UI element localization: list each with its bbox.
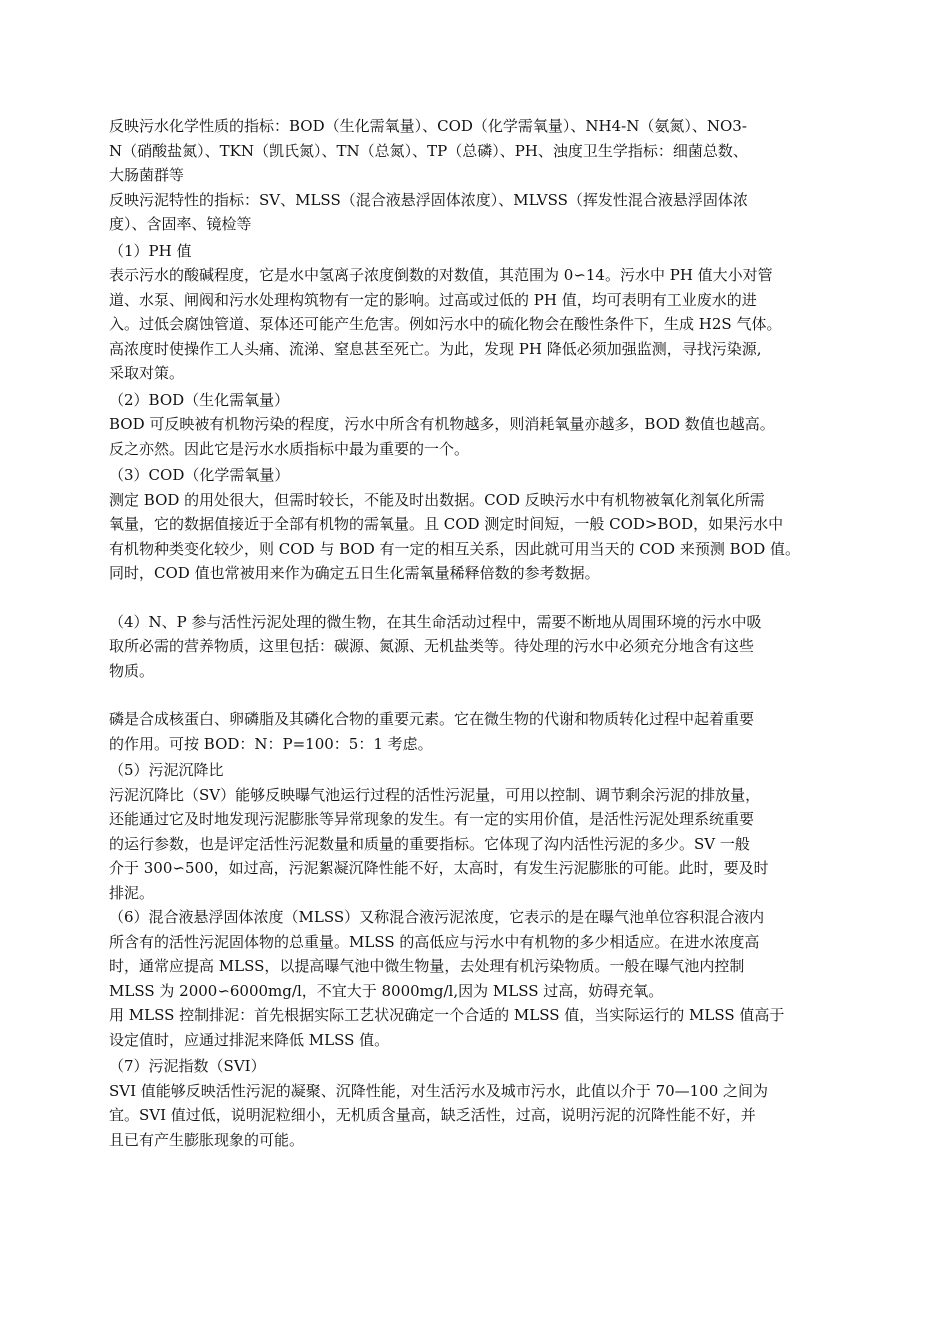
text-line: 时，通常应提高 MLSS，以提高曝气池中微生物量，去处理有机污染物质。一般在曝气池内控制	[109, 957, 745, 975]
np-paragraph	[109, 610, 853, 684]
text-line: 反映污水化学性质的指标：BOD（生化需氧量）、COD（化学需氧量）、NH4-N（氨氮）、NO3-	[109, 117, 747, 135]
text-line: 高浓度时使操作工人头痛、流涕、窒息甚至死亡。为此，发现 PH 降低必须加强监测，寻找污染源,	[109, 339, 762, 358]
text-line: 宜。SVI 值过低，说明泥粒细小，无机质含量高，缺乏活性，过高，说明污泥的沉降性能不好，并	[109, 1106, 756, 1124]
text-line: 测定 BOD 的用处很大，但需时较长，不能及时出数据。COD 反映污水中有机物被氧化剂氧化所需	[109, 490, 765, 509]
text-line: SVI 值能够反映活性污泥的凝聚、沉降性能，对生活污水及城市污水，此值以介于 70—100 之间为	[109, 1081, 769, 1100]
bod-paragraph	[109, 412, 853, 461]
sludge-indicators-paragraph	[109, 188, 853, 237]
document-page	[109, 114, 853, 1152]
section-heading-sv: （5）污泥沉降比	[109, 761, 224, 779]
text-line: 设定值时，应通过排泥来降低 MLSS 值。	[109, 1030, 390, 1049]
text-line: 排泥。	[109, 883, 155, 902]
text-line: （4）N、P 参与活性污泥处理的微生物，在其生命活动过程中，需要不断地从周围环境的污水中吸	[109, 612, 762, 631]
svi-paragraph	[109, 1079, 853, 1153]
section-heading-ph: （1）PH 值	[109, 241, 192, 260]
text-line: 用 MLSS 控制排泥：首先根据实际工艺状况确定一个合适的 MLSS 值，当实际运行的 MLSS 值高于	[109, 1006, 785, 1024]
text-line: 反之亦然。因此它是污水水质指标中最为重要的一个。	[109, 439, 470, 458]
chem-indicators-paragraph	[109, 114, 853, 188]
text-line: 介于 300∽500，如过高，污泥絮凝沉降性能不好，太高时，有发生污泥膨胀的可能。此时，要及时	[109, 859, 769, 877]
text-line: 取所必需的营养物质，这里包括：碳源、氮源、无机盐类等。待处理的污水中必须充分地含有这些	[109, 637, 755, 655]
text-line: 的运行参数，也是评定活性污泥数量和质量的重要指标。它体现了沟内活性污泥的多少。SV 一般	[109, 834, 750, 853]
text-line: BOD 可反映被有机物污染的程度，污水中所含有机物越多，则消耗氧量亦越多，BOD 数值也越高。	[109, 415, 775, 433]
text-line: N（硝酸盐氮）、TKN（凯氏氮）、TN（总氮）、TP（总磷）、PH、浊度卫生学指标：细菌总数、	[109, 141, 748, 160]
text-line: （6）混合液悬浮固体浓度（MLSS）又称混合液污泥浓度，它表示的是在曝气池单位容积混合液内	[109, 908, 765, 926]
text-line: 度）、含固率、镜检等	[109, 215, 252, 233]
text-line: 入。过低会腐蚀管道、泵体还可能产生危害。例如污水中的硫化物会在酸性条件下，生成 H2S 气体。	[109, 315, 782, 333]
text-line: 物质。	[109, 661, 155, 680]
cod-paragraph	[109, 488, 853, 586]
ph-paragraph	[109, 263, 853, 386]
text-line: 且已有产生膨胀现象的可能。	[109, 1130, 305, 1149]
text-line: 表示污水的酸碱程度，它是水中氢离子浓度倒数的对数值，其范围为 0∽14。污水中 PH 值大小对管	[109, 266, 773, 284]
blank-line	[109, 586, 853, 610]
text-line: 污泥沉降比（SV）能够反映曝气池运行过程的活性污泥量，可用以控制、调节剩余污泥的排放量，	[109, 785, 761, 804]
text-line: 磷是合成核蛋白、卵磷脂及其磷化合物的重要元素。它在微生物的代谢和物质转化过程中起着重要	[109, 710, 755, 728]
section-heading-cod: （3）COD（化学需氧量）	[109, 466, 290, 484]
text-line: 的作用。可按 BOD：N：P=100：5：1 考虑。	[109, 734, 433, 753]
text-line: MLSS 为 2000∽6000mg/l，不宜大于 8000mg/l,因为 MLSS 过高，妨碍充氧。	[109, 981, 664, 1000]
text-line: 采取对策。	[109, 364, 185, 382]
text-line: 大肠菌群等	[109, 166, 185, 184]
text-line: 所含有的活性污泥固体物的总重量。MLSS 的高低应与污水中有机物的多少相适应。在进水浓度高	[109, 932, 760, 951]
blank-line	[109, 683, 853, 707]
text-line: 同时，COD 值也常被用来作为确定五日生化需氧量稀释倍数的参考数据。	[109, 564, 600, 582]
text-line: 氧量，它的数据值接近于全部有机物的需氧量。且 COD 测定时间短，一般 COD>BOD，如果污水中	[109, 515, 784, 533]
sv-paragraph	[109, 783, 853, 906]
text-line: 还能通过它及时地发现污泥膨胀等异常现象的发生。有一定的实用价值，是活性污泥处理系统重要	[109, 810, 755, 828]
text-line: 道、水泵、闸阀和污水处理构筑物有一定的影响。过高或过低的 PH 值，均可表明有工业废水的进	[109, 290, 757, 309]
text-line: 有机物种类变化较少，则 COD 与 BOD 有一定的相互关系，因此就可用当天的 COD 来预测 BOD 值。	[109, 539, 800, 558]
phosphorus-paragraph	[109, 707, 853, 756]
mlss-paragraph	[109, 905, 853, 1052]
section-heading-svi: （7）污泥指数（SVI）	[109, 1057, 266, 1075]
text-line: 反映污泥特性的指标：SV、MLSS（混合液悬浮固体浓度）、MLVSS（挥发性混合液悬浮固体浓	[109, 190, 748, 209]
section-heading-bod: （2）BOD（生化需氧量）	[109, 390, 290, 409]
